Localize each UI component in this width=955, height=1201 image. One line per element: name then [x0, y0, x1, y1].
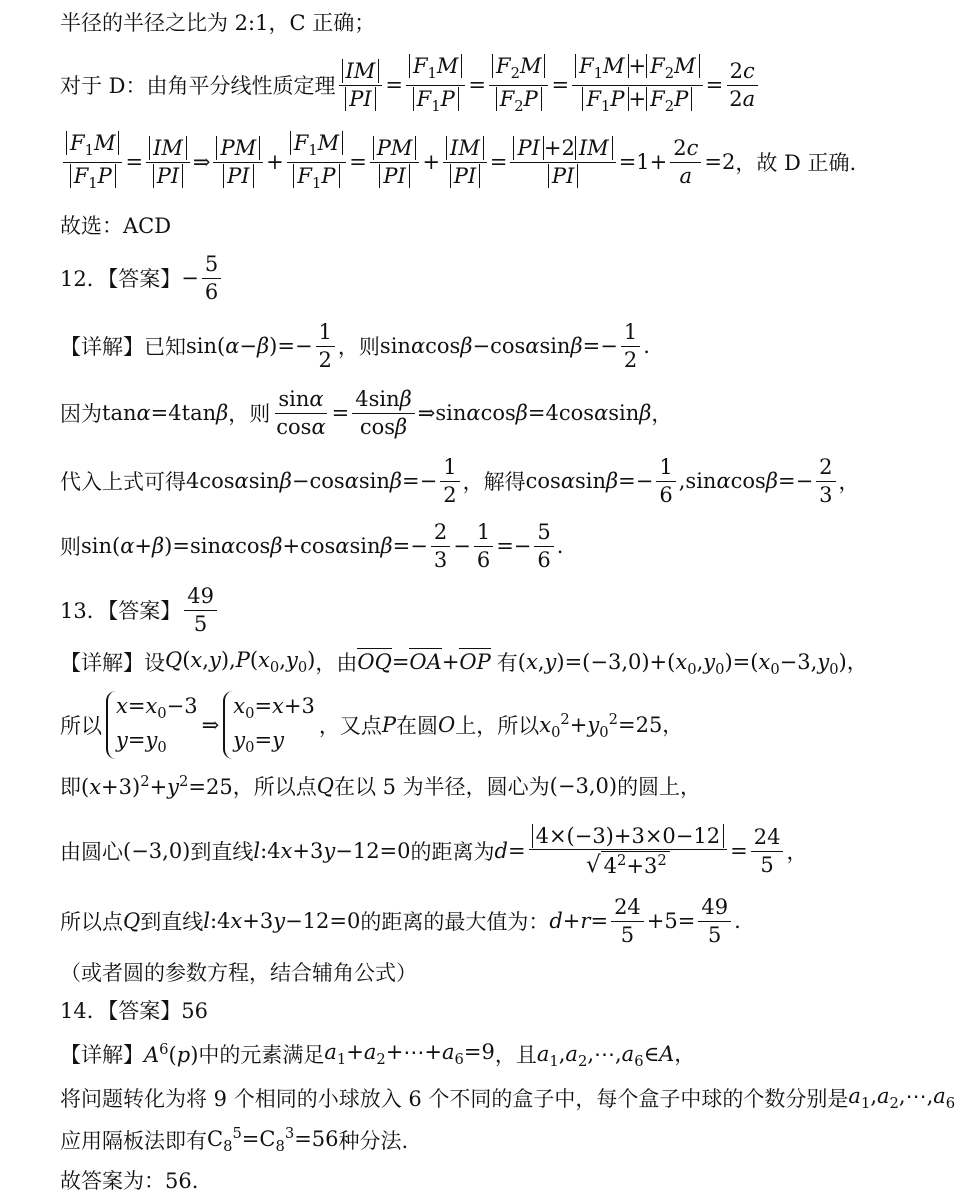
text-fragment: ，则	[228, 402, 271, 426]
text-fragment: 的距离的最大值为：	[360, 910, 550, 934]
text-fragment: 代入上式可得	[60, 470, 186, 494]
text-line: 所以 $x=x_0-3$ $y=y_0$ ⇒ $x_0=x+3$ $y_0=y$ ，又点 P 在圆 O 上，所以 $x_0^2+y_0^2=25$，	[60, 696, 901, 754]
text-fragment: 则	[60, 535, 81, 559]
text-fragment: 到直线	[140, 910, 204, 934]
text-fragment: 中的元素满足	[198, 1043, 325, 1067]
formula: l:4x+3y−12=0	[253, 839, 411, 863]
text-fragment: 到直线	[190, 840, 254, 864]
formula: $Q(x,y),P(x_0,y_0)$	[165, 647, 316, 677]
q12-answer-value: − $\frac{5}{6}$	[181, 252, 224, 303]
text-fragment: ，由	[315, 651, 358, 675]
text-line	[60, 2, 901, 42]
formula: 4cos α sin β −cos α sin β =− $\frac{1}{2}$	[186, 455, 463, 506]
q14-answer: 14．【答案】56	[60, 999, 208, 1023]
formula: $a_1+a_2+\cdots+a_6=9$	[324, 1039, 495, 1069]
text-line	[60, 642, 901, 682]
text-line	[60, 990, 901, 1030]
text-line	[60, 56, 901, 114]
text-line	[60, 132, 901, 192]
formula: $x=x_0-3$ $y=y_0$ ⇒ $x_0=x+3$ $y_0=y$	[102, 691, 319, 759]
formula: d + r = $\frac{24}{5}$ +5= $\frac{49}{5}$ .	[549, 895, 741, 947]
text-line	[60, 1160, 901, 1200]
q13-detail-label: 【详解】设	[60, 651, 165, 675]
q13-answer-label: 13．【答案】	[60, 599, 182, 623]
text-line	[60, 385, 901, 441]
text-fragment: ，且	[494, 1043, 537, 1067]
text-fragment: ，则	[337, 335, 380, 359]
final-answer: 故答案为：56.	[60, 1169, 199, 1193]
formula: $a_1,a_2,\cdots,a_6$	[848, 1083, 955, 1113]
text-fragment: ，解得	[462, 470, 526, 494]
text-fragment: 在圆	[396, 714, 438, 738]
text-fragment: 所以	[60, 714, 102, 738]
formula: $x_0^2+y_0^2=25$，	[539, 710, 684, 742]
text-line	[60, 318, 901, 374]
formula: OQ=OA+OP	[357, 650, 491, 674]
formula: $(x+3)^2+y^2=25$	[81, 773, 233, 799]
q12-detail-label: 【详解】已知	[60, 335, 186, 359]
formula: sin( α − β )=− $\frac{1}{2}$	[186, 320, 338, 371]
text-fragment: 的距离为	[410, 840, 495, 864]
text-fragment: 由圆心	[60, 840, 123, 864]
text-line	[60, 1034, 901, 1074]
text-line	[60, 582, 901, 638]
text-line	[60, 250, 901, 306]
formula: l:4x+3y−12=0	[203, 909, 361, 933]
text-fragment: 上，所以	[455, 714, 540, 738]
text-fragment: ，所以点	[232, 775, 317, 799]
q12-answer-label: 12．【答案】	[60, 267, 182, 291]
text-fragment: 的圆上，	[617, 775, 702, 799]
text-line	[60, 518, 901, 574]
formula: $a_1,a_2,\cdots,a_6\in A$，	[536, 1041, 696, 1071]
formula: sin( α + β )=sin α cos β +cos α sin β =− $\frac{2}{3}$ − $\frac{1}{6}$ =− $\frac{5}{6}$ .	[81, 520, 564, 572]
formula: $\frac{\sin\alpha}{\cos\alpha}$ = $\frac{4\sin\beta}{\cos\beta}$ ⇒sin α cos β =4cos α sin β ，	[276, 387, 673, 439]
text-fragment: 种分法.	[338, 1129, 409, 1153]
formula: cos α sin β =− $\frac{1}{6}$ ,sin α cos β =− $\frac{2}{3}$ ，	[525, 455, 860, 507]
text-line	[60, 1120, 901, 1160]
text-line: 所以点 Q 到直线 l:4x+3y−12=0 的距离的最大值为： d + r = $\frac{24}{5}$ +5= $\frac{49}{5}$ .	[60, 895, 741, 947]
text-line: 由圆心 (−3,0) 到直线 l:4x+3y−12=0 的距离为 d = 4×(−3)+3×0−12 √ $4^2+3^2$ = $\frac{24}{5}$ ，	[60, 823, 808, 878]
d-conclusion: ，故 D 正确.	[735, 151, 857, 175]
text-fragment: 在以 5 为半径，圆心为	[333, 775, 550, 799]
text-fragment: ，又点	[318, 714, 382, 738]
formula: $\frac{IM}{PI}$ = $\frac{F_1M}{F_1P}$ = $\frac{F_2M}{F_2P}$ = $\frac{F_1M + F_2M}{F_1P + F_2P}$ = $\frac{2c}{2a}$	[336, 54, 762, 115]
text-line	[60, 453, 901, 509]
text-fragment: 有	[496, 651, 518, 675]
formula: d = 4×(−3)+3×0−12 √ $4^2+3^2$ = $\frac{24}{5}$ ，	[494, 823, 808, 878]
formula: tanα=4tanβ	[102, 401, 229, 425]
text-fragment: 即	[60, 775, 81, 799]
text-line	[60, 1078, 955, 1118]
formula: $A^6(p)$	[144, 1041, 199, 1067]
text-fragment: 将问题转化为将 9 个相同的小球放入 6 个不同的盒子中，每个盒子中球的个数分别是	[60, 1087, 849, 1111]
text-fragment: 因为	[60, 402, 102, 426]
q14-detail-label: 【详解】	[60, 1043, 144, 1067]
text-line: 即 $(x+3)^2+y^2=25$ ，所以点 Q 在以 5 为半径，圆心为 (−3,0) 的圆上，	[60, 773, 702, 799]
formula: sin α cos β −cos α sin β =− $\frac{1}{2}$ .	[379, 320, 650, 372]
formula: $(x,y)=(-3,0)+(x_0,y_0)=(x_0-3,y_0)$，	[517, 649, 868, 679]
text-line	[60, 952, 901, 992]
formula: $\frac{F_1M}{F_1P}$ = $\frac{IM}{PI}$ ⇒ $\frac{PM}{PI}$ + $\frac{F_1M}{F_1P}$ = $\frac{PM}{PI}$ + $\frac{IM}{PI}$ = $\frac{PI +2 IM}{PI}$ =1+ $\frac{2c}{a}$ =2	[60, 131, 735, 192]
note: （或者圆的参数方程，结合辅角公式）	[60, 961, 417, 985]
text-fragment: 应用隔板法即有	[60, 1129, 207, 1153]
q13-answer-value: $\frac{49}{5}$	[181, 584, 220, 635]
text-line	[60, 205, 901, 245]
text-fragment: 所以点	[60, 910, 123, 934]
choice-answer: 故选：ACD	[60, 214, 172, 238]
d-intro: 对于 D：由角平分线性质定理	[60, 74, 336, 98]
formula: $C_8^5=C_8^3=56$	[207, 1124, 339, 1156]
text-line-1: 半径的半径之比为 2:1，C 正确；	[60, 11, 376, 35]
